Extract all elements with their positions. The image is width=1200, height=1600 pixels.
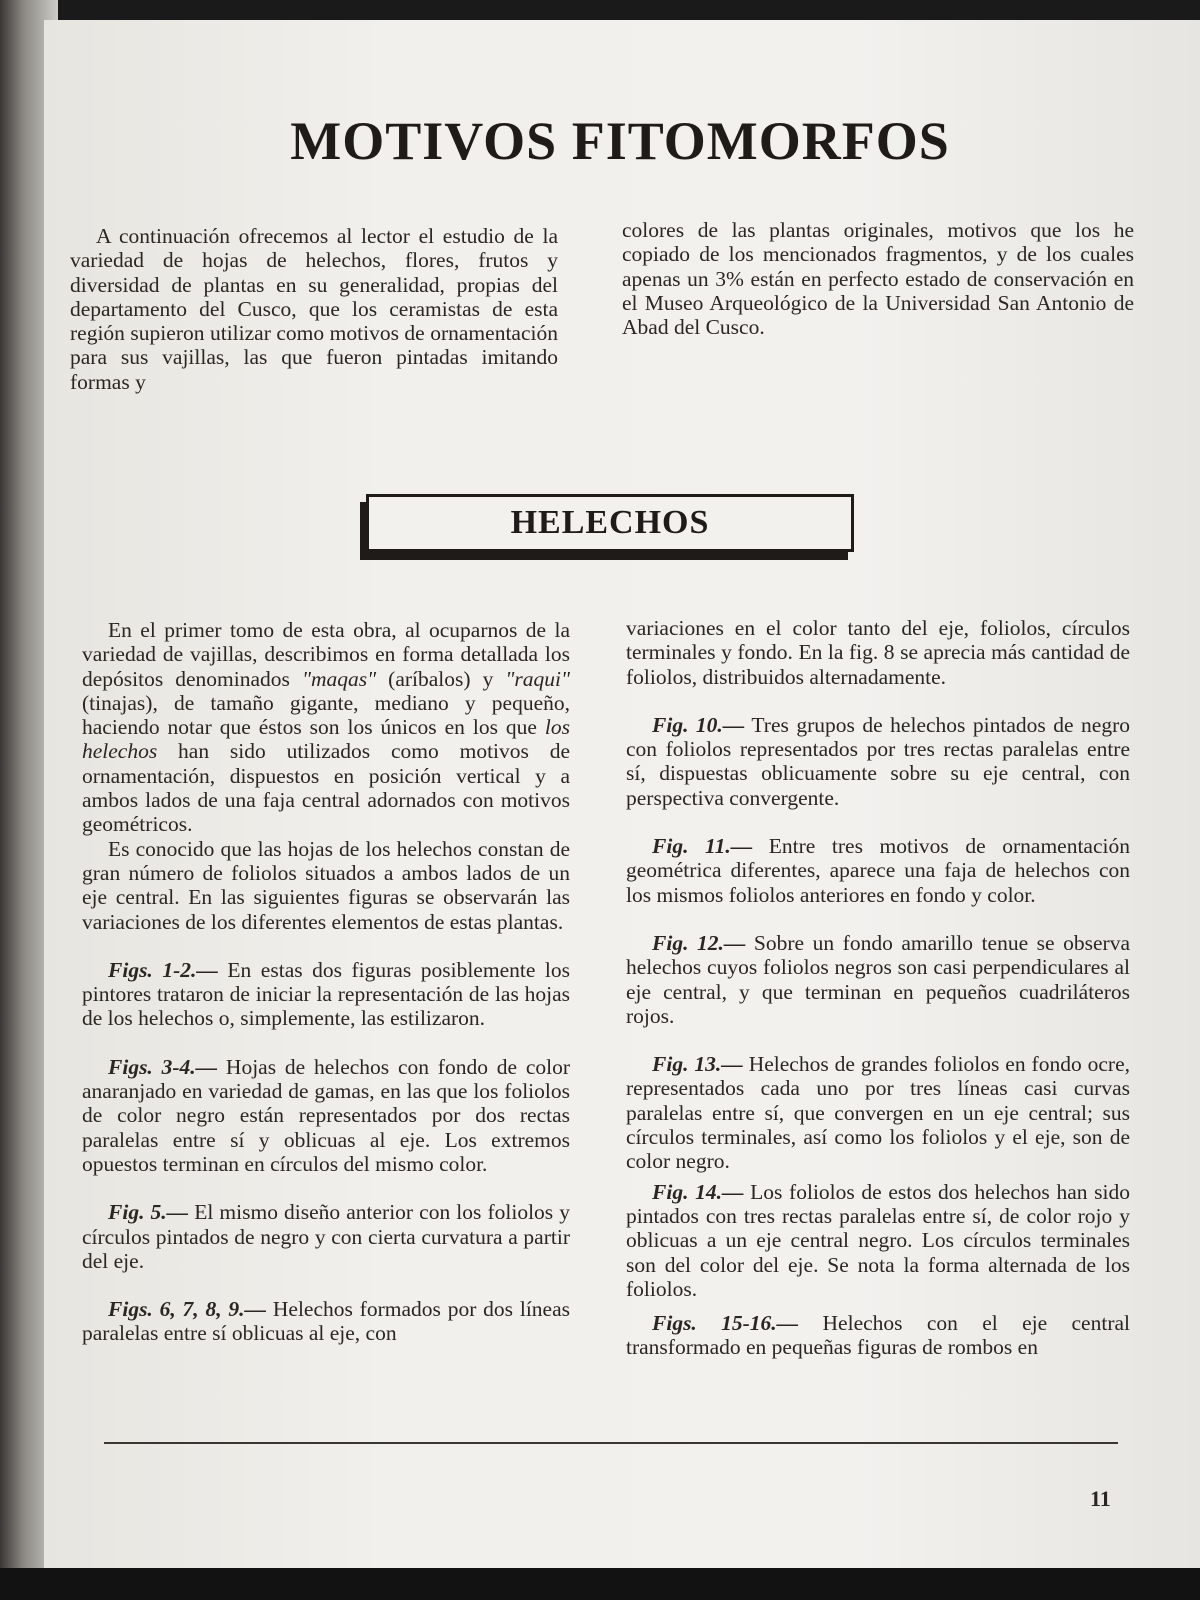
- page-bottom-edge: [0, 1568, 1200, 1600]
- intro-paragraph-right: colores de las plantas originales, motivos que los he copiado de los mencionados fragmentos, y de los cuales apenas un 3% están en perfecto estado de conservación en el Museo Arqueológico de la Universidad San Antonio de Abad del Cusco.: [622, 218, 1134, 340]
- paragraph-fern-leaves: Es conocido que las hojas de los helechos constan de gran número de foliolos situados a ambos lados de un eje central. En las siguientes figuras se observarán las variaciones de los diferentes elementos de estas plantas.: [82, 836, 570, 934]
- fig-label: Fig. 14.—: [652, 1179, 744, 1204]
- section-heading-box: [366, 494, 854, 552]
- term-helechos: los helechos: [82, 715, 570, 764]
- fig-12-caption: Fig. 12.— Sobre un fondo amarillo tenue se observa helechos cuyos foliolos negros son casi perpendiculares al eje central, y que terminan en pequeños cuadriláteros rojos.: [626, 930, 1130, 1028]
- fig-11-caption: Fig. 11.— Entre tres motivos de ornamentación geométrica diferentes, aparece una faja de helechos con los mismos foliolos anteriores en fondo y color.: [626, 834, 1130, 907]
- body-right-column: [626, 616, 1130, 1360]
- intro-right-column: [622, 218, 1134, 339]
- fig-label: Figs. 3-4.—: [108, 1054, 218, 1079]
- fig-15-16-caption: Figs. 15-16.— Helechos con el eje central transformado en pequeñas figuras de rombos en: [626, 1311, 1130, 1360]
- section-heading: HELECHOS: [510, 504, 710, 541]
- fig-3-4-caption: Figs. 3-4.— Hojas de helechos con fondo de color anaranjado en variedad de gamas, en las que los foliolos de color negro están representados por dos rectas paralelas entre sí y oblicuas al eje. Los extremos opuestos terminan en círculos del mismo color.: [82, 1054, 571, 1176]
- body-left-column: [82, 618, 570, 1346]
- page-title: MOTIVOS FITOMORFOS: [290, 111, 950, 171]
- paragraph-first-volume: En el primer tomo de esta obra, al ocuparnos de la variedad de vajillas, describimos en forma detallada los depósitos denominados "maqas" (aríbalos) y "raqui" (tinajas), de tamaño gigante, mediano y pequeño, haciendo notar que éstos son los únicos en los que los helechos han sido utilizados como motivos de ornamentación, dispuestos en posición vertical y a ambos lados de una faja central adornados con motivos geométricos.: [82, 618, 571, 837]
- footer-rule: [104, 1442, 1118, 1444]
- fig-label: Figs. 1-2.—: [108, 957, 218, 982]
- fig-10-caption: Fig. 10.— Tres grupos de helechos pintados de negro con foliolos representados por tres rectas paralelas entre sí, dispuestas oblicuamente sobre su eje central, con perspectiva convergente.: [626, 712, 1130, 810]
- page-number: 11: [1090, 1486, 1111, 1511]
- fig-label: Fig. 12.—: [652, 930, 746, 955]
- fig-6-9-caption: Figs. 6, 7, 8, 9.— Helechos formados por dos líneas paralelas entre sí oblicuas al eje, con: [82, 1297, 570, 1346]
- intro-left-column: [70, 224, 558, 394]
- fig-5-caption: Fig. 5.— El mismo diseño anterior con los foliolos y círculos pintados de negro y con cierta curvatura a partir del eje.: [82, 1200, 570, 1273]
- fig-label: Fig. 11.—: [652, 834, 753, 859]
- fig-label: Fig. 5.—: [108, 1200, 189, 1225]
- paragraph-continued: variaciones en el color tanto del eje, foliolos, círculos terminales y fondo. En la fig. 8 se aprecia más cantidad de foliolos, distribuidos alternadamente.: [626, 616, 1130, 689]
- intro-paragraph-left: A continuación ofrecemos al lector el estudio de la variedad de hojas de helechos, flores, frutos y diversidad de plantas en su generalidad, propias del departamento del Cusco, que los ceramistas de esta región supieron utilizar como motivos de ornamentación para sus vajillas, las que fueron pintadas imitando formas y: [70, 224, 558, 394]
- fig-label: Fig. 10.—: [652, 712, 745, 737]
- fig-label: Figs. 15-16.—: [652, 1311, 799, 1336]
- fig-label: Fig. 13.—: [652, 1052, 743, 1077]
- fig-1-2-caption: Figs. 1-2.— En estas dos figuras posiblemente los pintores trataron de iniciar la representación de las hojas de los helechos o, simplemente, las estilizaron.: [82, 957, 570, 1031]
- fig-14-caption: Fig. 14.— Los foliolos de estos dos helechos han sido pintados con tres rectas paralelas entre sí, de color rojo y oblicuas a un eje central negro. Los círculos terminales son del color del eje. Se nota la forma alternada de los foliolos.: [626, 1179, 1130, 1301]
- fig-label: Figs. 6, 7, 8, 9.—: [108, 1297, 267, 1322]
- term-raqui: "raqui": [505, 666, 571, 691]
- fig-13-caption: Fig. 13.— Helechos de grandes foliolos en fondo ocre, representados cada uno por tres líneas casi curvas paralelas entre sí, que convergen en un eje central; sus círculos terminales, así como los foliolos y el eje, son de color negro.: [626, 1052, 1130, 1174]
- term-maqas: "maqas": [301, 666, 377, 691]
